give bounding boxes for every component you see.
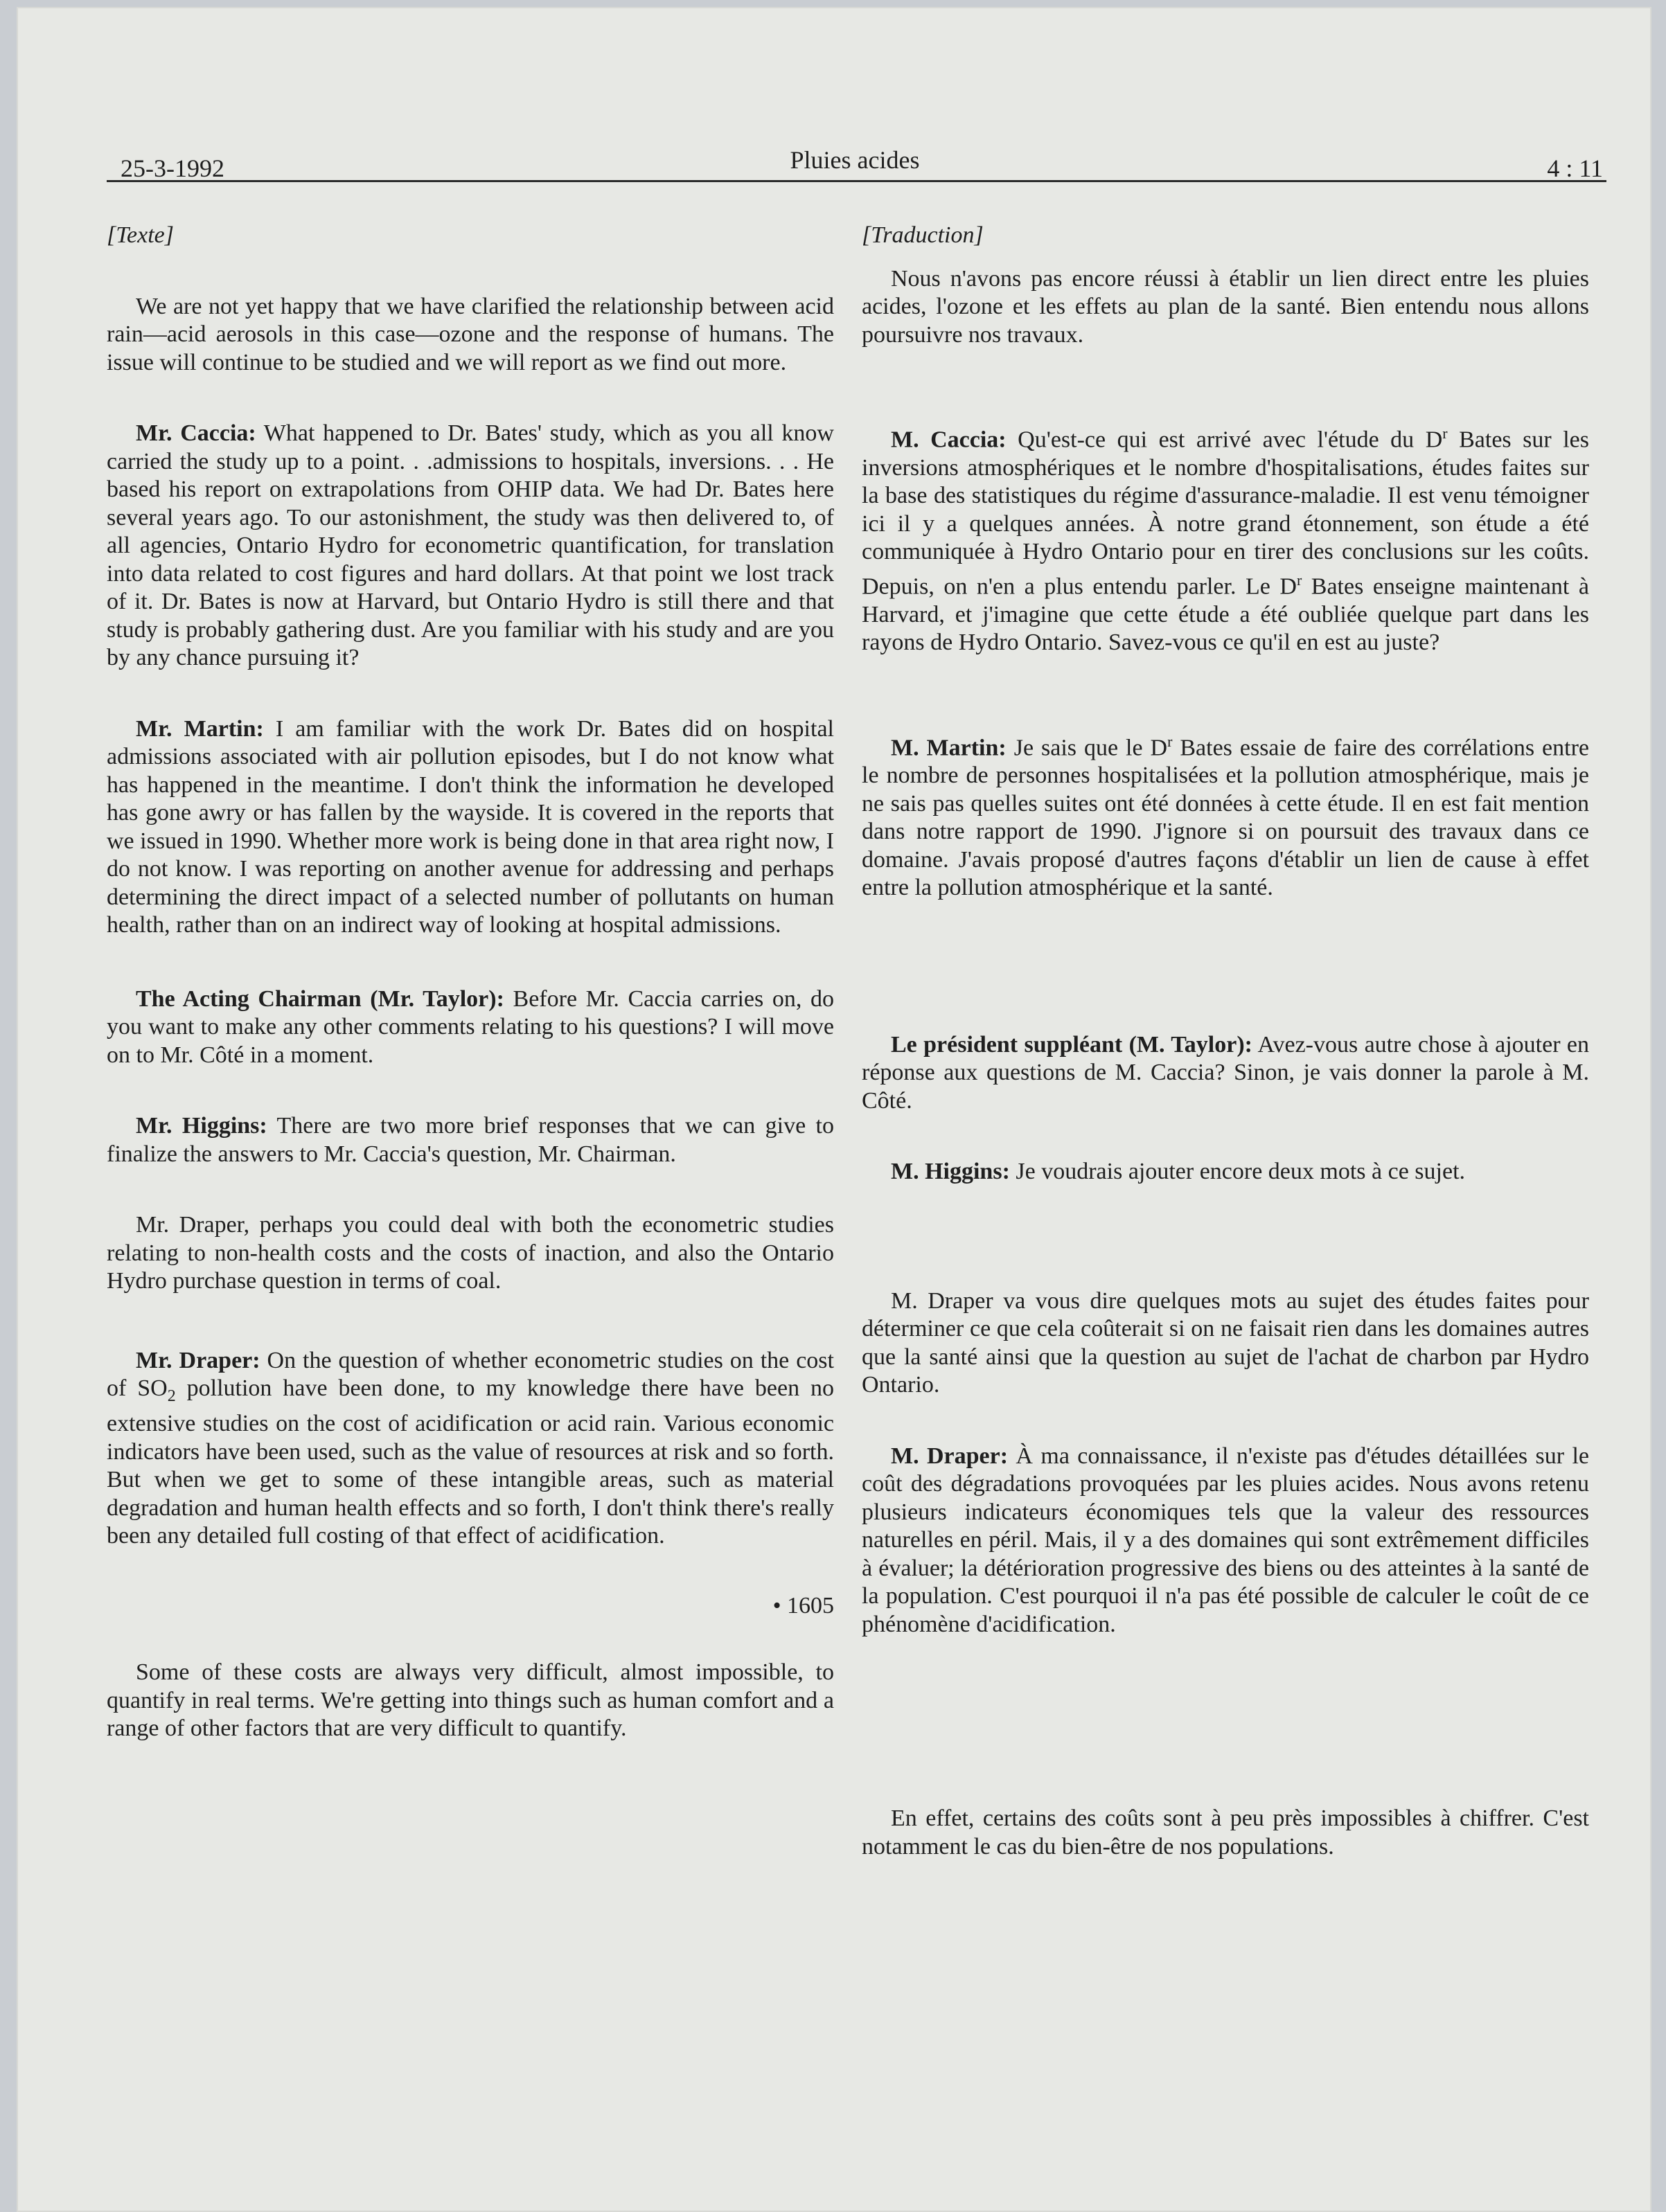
speech-text: What happened to Dr. Bates' study, which as you all know carried the study up to a point. . .admissions to hospitals, inversions. . . He based his report on extrapolations from OHIP data. We had Dr. Bates here several years ago. To our astonishment, the study was then delivered to, of all agencies, Ontario Hydro for econometric quantification, for translation into data related to cost figures and hard dollars. At that point we lost track of it. Dr. Bates is now at Harvard, but Ontario Hydro is still there and that study is probably gathering dust. Are you familiar with his study and are you by any chance pursuing it? bbox=[107, 420, 834, 670]
speech-text: Qu'est-ce qui est arrivé avec l'étude du D bbox=[1006, 427, 1443, 453]
speaker-name: The Acting Chairman (Mr. Taylor): bbox=[136, 985, 504, 1012]
english-paragraph-martin bbox=[107, 715, 834, 940]
speech-text: On the question of whether econometric studies on the cost of SO bbox=[107, 1347, 834, 1401]
english-paragraph-higgins bbox=[107, 1112, 834, 1168]
speaker-name: Mr. Martin: bbox=[136, 715, 264, 742]
speech-text: I am familiar with the work Dr. Bates did on hospital admissions associated with air pollution episodes, but I do not know what has happened in the meantime. I don't think the information he developed has gone awry or has fallen by the wayside. It is covered in the reports that we issued in 1990. Whether more work is being done in that area right now, I do not know. I was reporting on another avenue for addressing and perhaps determining the direct impact of a selected number of pollutants on human health, rather than on an indirect way of looking at hospital admissions. bbox=[107, 715, 834, 938]
speech-text-cont: Bates sur les inversions atmosphériques et le nombre d'hospitalisations, études faites sur la base des statistiques du régime d'assurance-maladie. Il est venu témoigner ici il y a quelques années. À notre grand étonnement, son étude a été communiquée à Hydro Ontario pour en tirer des conclusions sur les coûts. Depuis, on n'en a plus entendu parler. Le D bbox=[862, 427, 1589, 600]
speaker-name: Mr. Higgins: bbox=[136, 1113, 267, 1139]
speech-text: Je sais que le D bbox=[1006, 734, 1168, 760]
french-paragraph-draper-intro: M. Draper va vous dire quelques mots au sujet des études faites pour déterminer ce que cela coûterait si on ne faisait rien dans les domaines autres que la santé ainsi que la question au sujet de l'achat de charbon par Hydro Ontario. bbox=[862, 1287, 1589, 1398]
page-header bbox=[107, 145, 1603, 181]
english-column bbox=[107, 222, 834, 1786]
document-page bbox=[17, 7, 1651, 2212]
french-paragraph-1: Nous n'avons pas encore réussi à établir un lien direct entre les pluies acides, l'ozone et les effets au plan de la santé. Bien entendu nous allons poursuivre nos travaux. bbox=[862, 265, 1589, 348]
speaker-name: Mr. Draper: bbox=[136, 1347, 260, 1373]
english-paragraph-caccia bbox=[107, 420, 834, 672]
subscript: 2 bbox=[167, 1386, 176, 1405]
header-title: Pluies acides bbox=[790, 146, 920, 174]
superscript: r bbox=[1296, 571, 1302, 589]
french-paragraph-caccia bbox=[862, 420, 1589, 657]
header-date: 25-3-1992 bbox=[121, 154, 224, 182]
french-paragraph-higgins bbox=[862, 1158, 1589, 1186]
speech-text: Avez-vous autre chose à ajouter en réponse aux questions de M. Caccia? Sinon, je vais donner la parole à M. Côté. bbox=[862, 1031, 1589, 1114]
speech-text: À ma connaissance, il n'existe pas d'études détaillées sur le coût des dégradations provoquées par les pluies acides. Nous avons retenu plusieurs indicateurs économiques tels que la valeur des ressources naturelles en péril. Mais, il y a des domaines qui sont extrêmement difficiles à évaluer; la détérioration progressive des biens ou des atteintes à la santé de la population. C'est pourquoi il n'a pas été possible de calculer le coût de ce phénomène d'acidification. bbox=[862, 1443, 1589, 1637]
french-paragraph-martin bbox=[862, 728, 1589, 902]
french-paragraph-chairman bbox=[862, 1031, 1589, 1116]
header-rule bbox=[107, 180, 1606, 182]
speaker-name: M. Draper: bbox=[891, 1443, 1009, 1469]
french-paragraph-draper bbox=[862, 1443, 1589, 1639]
speech-text-end: Bates enseigne maintenant à Harvard, et j'imagine que cette étude a été oubliée quelque part dans les rayons de Hydro Ontario. Savez-vous ce qu'il en est au juste? bbox=[862, 573, 1589, 656]
english-paragraph-1: We are not yet happy that we have clarified the relationship between acid rain—acid aerosols in this case—ozone and the response of humans. The issue will continue to be studied and we will report as we find out more. bbox=[107, 293, 834, 375]
speech-text: Je voudrais ajouter encore deux mots à ce sujet. bbox=[1009, 1159, 1466, 1185]
superscript: r bbox=[1442, 425, 1448, 442]
english-paragraph-draper bbox=[107, 1347, 834, 1551]
speaker-name: M. Higgins: bbox=[891, 1159, 1010, 1185]
speech-text: There are two more brief responses that we can give to finalize the answers to Mr. Caccia's question, Mr. Chairman. bbox=[107, 1113, 834, 1167]
english-tag: [Texte] bbox=[107, 222, 174, 248]
english-paragraph-draper-request: Mr. Draper, perhaps you could deal with both the econometric studies relating to non-health costs and the costs of inaction, and also the Ontario Hydro purchase question in terms of coal. bbox=[107, 1212, 834, 1294]
speaker-name: Mr. Caccia: bbox=[136, 420, 256, 446]
speech-text: Before Mr. Caccia carries on, do you want to make any other comments relating to his questions? I will move on to Mr. Côté in a moment. bbox=[107, 985, 834, 1068]
speaker-name: M. Martin: bbox=[891, 734, 1007, 760]
french-tag: [Traduction] bbox=[862, 222, 984, 248]
speaker-name: M. Caccia: bbox=[891, 427, 1007, 453]
time-marker: • 1605 bbox=[772, 1592, 834, 1618]
english-paragraph-final: Some of these costs are always very difficult, almost impossible, to quantify in real terms. We're getting into things such as human comfort and a range of other factors that are very difficult to quantify. bbox=[107, 1659, 834, 1742]
speaker-name: Le président suppléant (M. Taylor): bbox=[891, 1031, 1252, 1058]
french-column bbox=[862, 222, 1589, 1904]
speech-text-cont: Bates essaie de faire des corrélations entre le nombre de personnes hospitalisées et la pollution atmosphérique, mais je ne sais pas quelles suites ont été données à cette étude. Il en est fait mention dans notre rapport de 1990. J'ignore si on poursuit des travaux dans ce domaine. J'avais proposé d'autres façons d'établir un lien de cause à effet entre la pollution atmosphérique et la santé. bbox=[862, 734, 1589, 901]
superscript: r bbox=[1167, 732, 1173, 750]
english-paragraph-chairman bbox=[107, 985, 834, 1070]
speech-text-cont: pollution have been done, to my knowledge there have been no extensive studies on the cost of acidification or acid rain. Various economic indicators have been used, such as the value of resources at risk and so forth. But when we get to some of these intangible areas, such as material degradation and human health effects and so forth, I don't think there's really been any detailed full costing of that effect of acidification. bbox=[107, 1375, 834, 1549]
french-paragraph-final: En effet, certains des coûts sont à peu près impossibles à chiffrer. C'est notamment le cas du bien-être de nos populations. bbox=[862, 1805, 1589, 1859]
header-page-number: 4 : 11 bbox=[1547, 154, 1603, 182]
